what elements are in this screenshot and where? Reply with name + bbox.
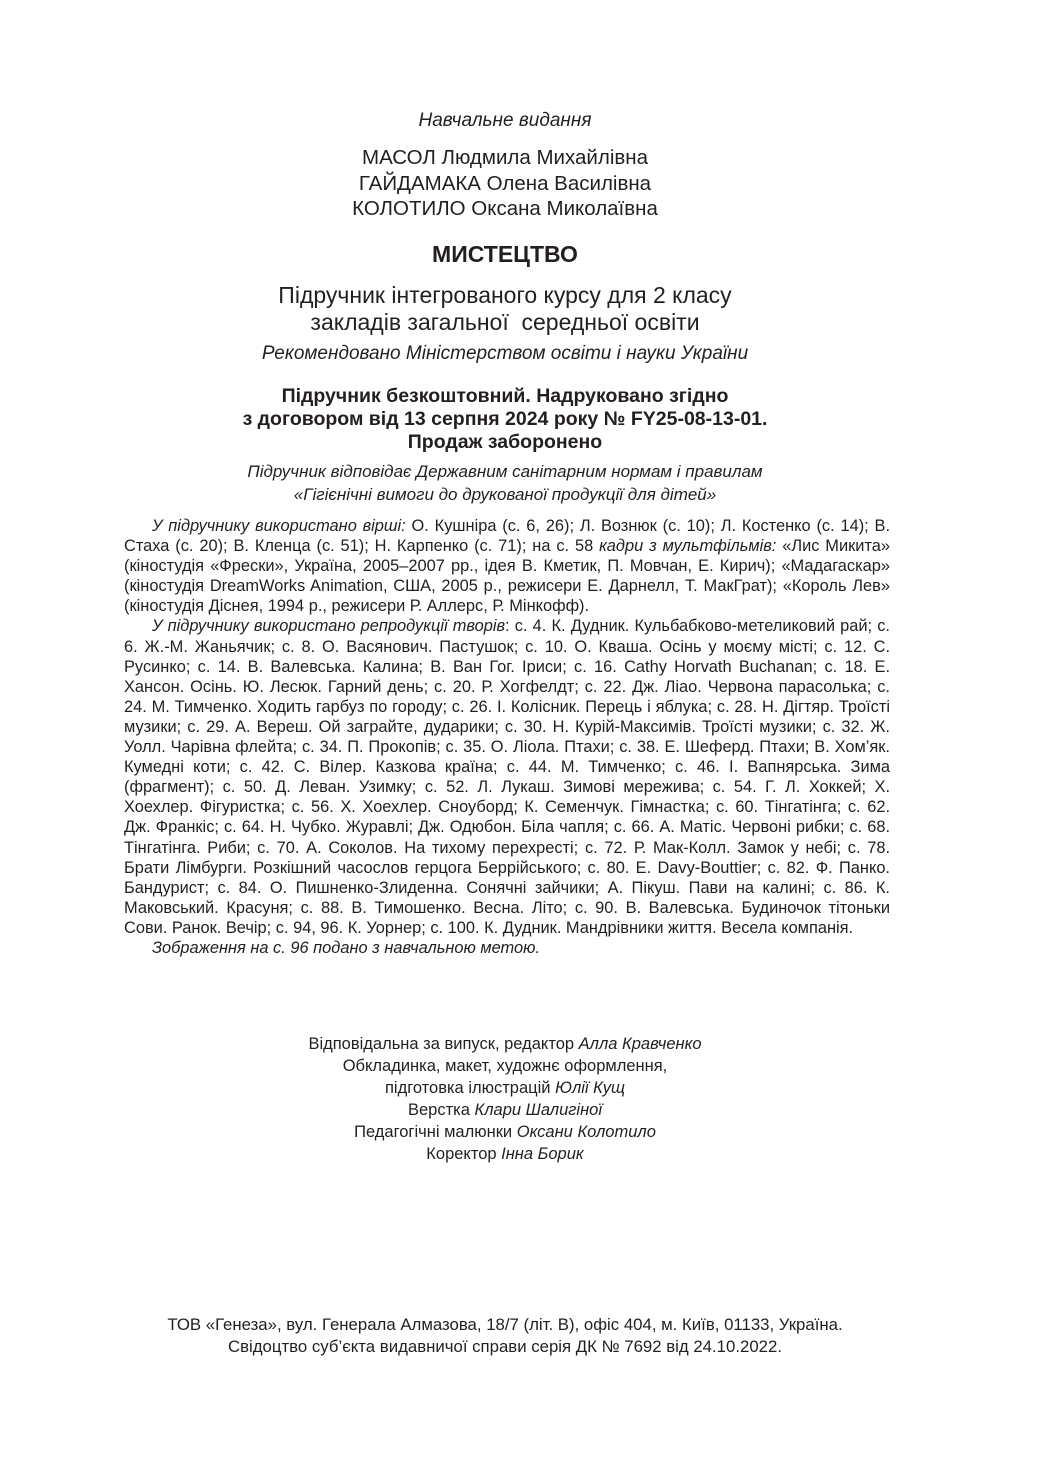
subtitle-line: закладів загальної середньої освіти [310, 309, 700, 335]
cartoons-text: «Лис Микита» (кіностудія «Фрески», Україна, 2005–2007 рр., ідея В. Кметик, П. Мовчан, Е. Кирич); «Мадагаскар» (кіностудія DreamWorks Animation, США, 2005 р., режисери Е. Дарнелл, Т. МакГрат); «Король Лев» (кіностудія Діснея, 1994 р., режисери Р. Аллерс, Р. Мінкофф). [124, 537, 891, 616]
drawings-name: Оксани Колотило [516, 1123, 656, 1141]
layout-credit [0, 1099, 1010, 1121]
poems-intro: У підручнику використано вірші: [152, 517, 406, 535]
drawings-credit [0, 1121, 1010, 1143]
authors-list [0, 145, 1010, 222]
editor-role: Відповідальна за випуск, редактор [308, 1035, 579, 1053]
illustrations-role: підготовка ілюстрацій [384, 1079, 556, 1097]
cover-credit-line: Обкладинка, макет, художнє оформлення, [342, 1057, 668, 1075]
notice-line: з договором від 13 серпня 2024 року № FY25-08-13-01. [242, 408, 768, 430]
subtitle-line: Підручник інтегрованого курсу для 2 класу [278, 282, 732, 308]
publisher-footer [0, 1314, 1010, 1358]
ministry-recommendation: Рекомендовано Міністерством освіти і науки України [261, 343, 749, 364]
image-purpose-note: Зображення на с. 96 подано з навчальною метою. [152, 938, 541, 957]
notice-line: Продаж заборонено [407, 431, 603, 453]
proofreader-credit [0, 1143, 1010, 1165]
publisher-certificate: Свідоцтво суб’єкта видавничої справи серія ДК № 7692 від 24.10.2022. [227, 1337, 782, 1356]
cartoons-intro: кадри з мультфільмів: [599, 537, 777, 556]
reproductions-intro: У підручнику використано репродукції творів [152, 617, 506, 636]
book-subtitle [0, 282, 1010, 336]
publisher-address: ТОВ «Генеза», вул. Генерала Алмазова, 18/7 (літ. В), офіс 404, м. Київ, 01133, Україна. [167, 1315, 843, 1334]
book-title: МИСТЕЦТВО [432, 241, 578, 267]
credits-body [124, 516, 890, 958]
staff-credits [0, 1033, 1010, 1165]
layout-name: Клари Шалигіної [474, 1101, 603, 1119]
author-name: МАСОЛ Людмила Михайлівна [362, 146, 648, 169]
editor-name: Алла Кравченко [578, 1035, 702, 1053]
notice-line: Підручник безкоштовний. Надруковано згідно [281, 385, 729, 407]
author-name: КОЛОТИЛО Оксана Миколаївна [352, 197, 658, 220]
illustrations-name: Юлії Кущ [555, 1079, 626, 1097]
editor-credit [0, 1033, 1010, 1055]
hygiene-line: «Гігієнічні вимоги до друкованої продукції для дітей» [293, 485, 717, 504]
edition-type: Навчальне видання [418, 110, 592, 131]
reproductions-text: : с. 4. К. Дудник. Кульбабково-метеликовий рай; с. 6. Ж.-М. Жаньячик; с. 8. О. Васянович. Пастушок; с. 10. О. Кваша. Осінь у моєму місті; с. 12. С. Русинко; с. 14. В. Валевська. Калина; В. Ван Гог. Іриси; с. 16. Cathy Horvath Buchanan; с. 18. Е. Хансон. Осінь. Ю. Лесюк. Гарний день; с. 20. Р. Хогфелдт; с. 22. Дж. Ліао. Червона парасолька; с. 24. М. Тимченко. Ходить гарбуз по городу; с. 26. І. Колісник. Перець і яблука; с. 28. Н. Дігтяр. Троїсті музики; с. 29. А. Вереш. Ой заграйте, дударики; с. 30. Н. Курій-Максимів. Троїсті музики; с. 32. Ж. Уолл. Чарівна флейта; с. 34. П. Прокопів; с. 35. О. Ліола. Птахи; с. 38. Е. Шеферд. Птахи; В. Хом’як. Кумедні коти; с. 42. С. Вілер. Казкова країна; с. 44. М. Тимченко; с. 46. І. Вапнярська. Зима (фрагмент); с. 50. Д. Леван. Узимку; с. 52. Л. Лукаш. Зимові мережива; с. 54. Г. Л. Хоккей; Х. Хоехлер. Фігуристка; с. 56. Х. Хоехлер. Сноуборд; К. Семенчук. Гімнастка; с. 60. Тінгатінга; с. 62. Дж. Франкіс; с. 64. Н. Чубко. Журавлі; Дж. Одюбон. Біла чапля; с. 66. А. Матіс. Червоні рибки; с. 68. Тінгатінга. Риби; с. 70. А. Соколов. На тихому перехресті; с. 72. Р. Мак-Колл. Замок у небі; с. 78. Брати Лімбурги. Розкішний часослов герцога Беррійського; с. 80. E. Davy-Bouttier; с. 82. Ф. Панко. Бандурист; с. 84. О. Пишненко-Злиденна. Сонячні зайчики; А. Пікуш. Пави на калині; с. 86. К. Маковський. Красуня; с. 88. В. Тимошенко. Весна. Літо; с. 90. В. Валевська. Будиночок тітоньки Сови. Ранок. Вечір; с. 94, 96. К. Уорнер; с. 100. К. Дудник. Мандрівники життя. Весела компанія. [124, 617, 890, 937]
reproductions-paragraph [124, 616, 890, 938]
illustrations-credit [0, 1077, 1010, 1099]
layout-role: Верстка [407, 1101, 475, 1119]
hygiene-compliance-note [0, 460, 1010, 506]
proofreader-name: Інна Борик [501, 1145, 584, 1163]
drawings-role: Педагогічні малюнки [354, 1123, 517, 1141]
free-distribution-notice [0, 385, 1010, 454]
poems-text: О. Кушніра (с. 6, 26); Л. Вознюк (с. 10); Л. Костенко (с. 14); В. Стаха (с. 20); В. Кленца (с. 51); Н. Карпенко (с. 71); на с. 58 [124, 517, 891, 556]
hygiene-line: Підручник відповідає Державним санітарним нормам і правилам [247, 462, 763, 481]
author-name: ГАЙДАМАКА Олена Василівна [358, 171, 652, 195]
poems-and-cartoons-paragraph [124, 516, 890, 616]
proofreader-role: Коректор [426, 1145, 502, 1163]
